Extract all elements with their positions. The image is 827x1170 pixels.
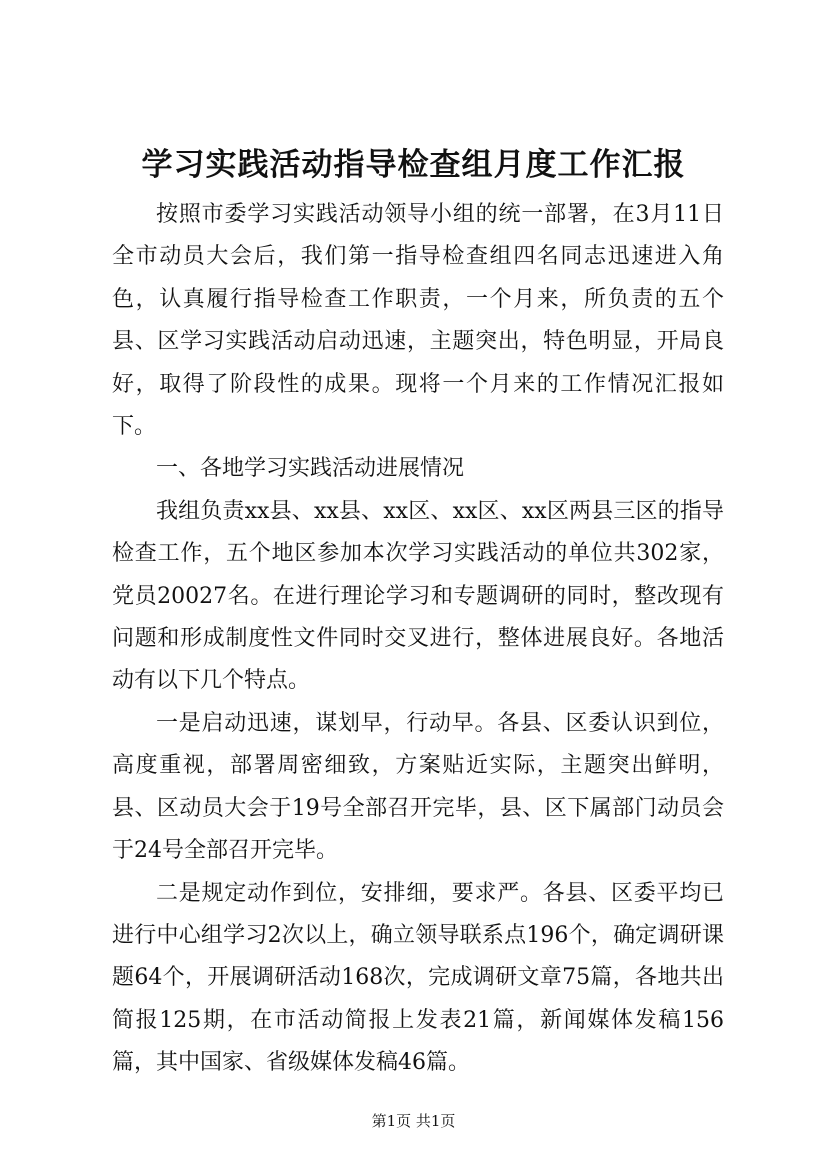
paragraph-feature-1: 一是启动迅速，谋划早，行动早。各县、区委认识到位，高度重视，部署周密细致，方案贴近实际，主题突出鲜明，县、区动员大会于19号全部召开完毕，县、区下属部门动员会于24号全部召开完毕。 (112, 710, 724, 864)
section-heading-1: 一、各地学习实践活动进展情况 (156, 456, 465, 482)
document-body (112, 194, 724, 1085)
paragraph-intro: 按照市委学习实践活动领导小组的统一部署，在3月11日全市动员大会后，我们第一指导检查组四名同志迅速进入角色，认真履行指导检查工作职责，一个月来，所负责的五个县、区学习实践活动启动迅速，主题突出，特色明显，开局良好，取得了阶段性的成果。现将一个月来的工作情况汇报如下。 (112, 202, 724, 440)
paragraph-feature-2: 二是规定动作到位，安排细，要求严。各县、区委平均已进行中心组学习2次以上，确立领导联系点196个，确定调研课题64个，开展调研活动168次，完成调研文章75篇，各地共出简报125期，在市活动简报上发表21篇，新闻媒体发稿156篇，其中国家、省级媒体发稿46篇。 (112, 880, 724, 1076)
paragraph-overview: 我组负责xx县、xx县、xx区、xx区、xx区两县三区的指导检查工作，五个地区参加本次学习实践活动的单位共302家，党员20027名。在进行理论学习和专题调研的同时，整改现有问题和形成制度性文件同时交叉进行，整体进展良好。各地活动有以下几个特点。 (112, 498, 724, 694)
page-footer: 第1页 共1页 (371, 1112, 456, 1130)
document-title: 学习实践活动指导检查组月度工作汇报 (141, 147, 686, 183)
